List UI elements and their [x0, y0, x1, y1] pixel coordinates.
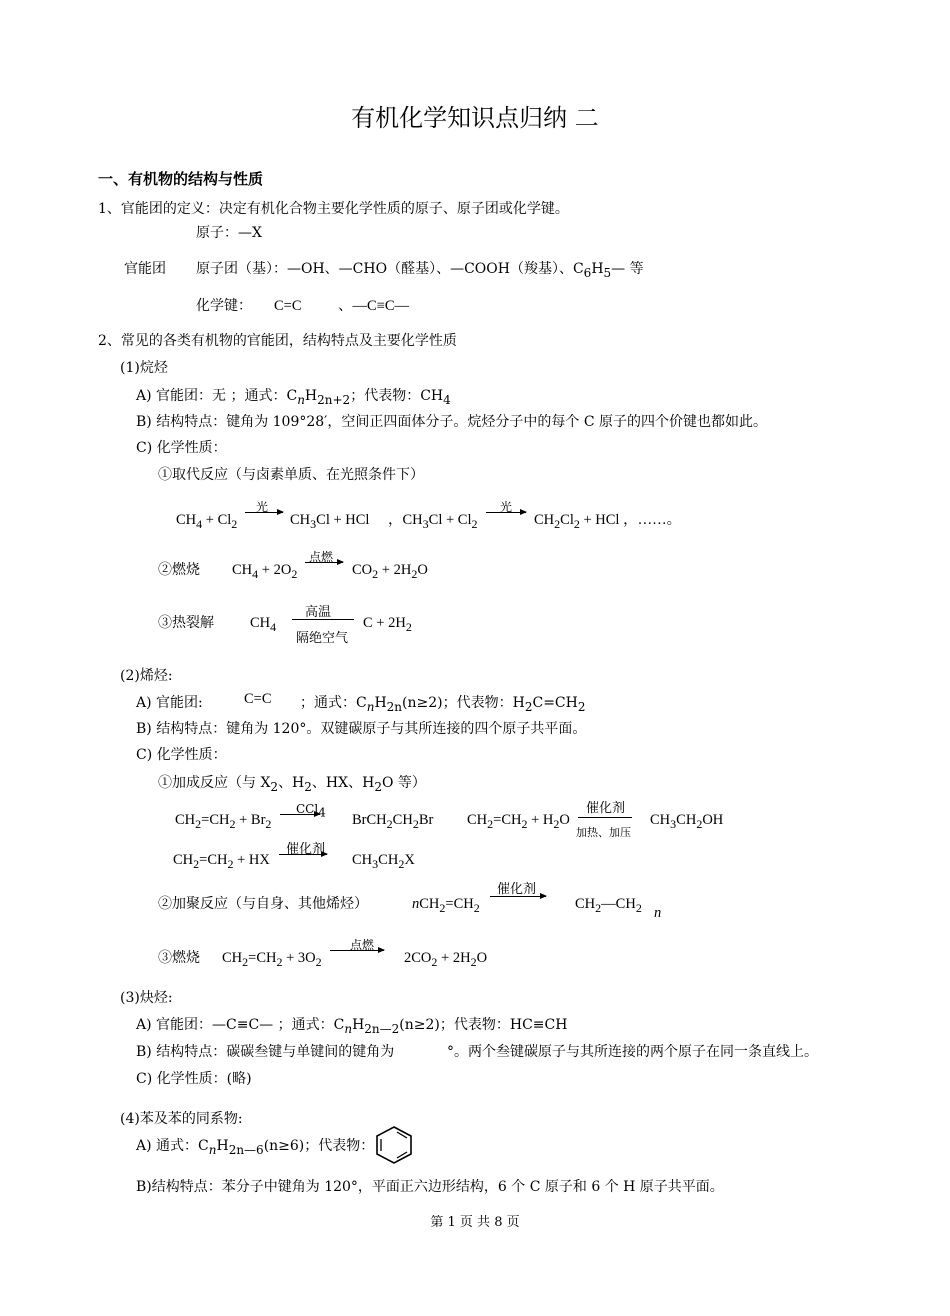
alkane-a: A) 官能团：无 ；通式：$C_nH_{2n+2}$；代表物：$CH_4$: [136, 388, 451, 407]
reaction-arrow: [305, 562, 343, 563]
radical-text: 原子团（基）：—OH、—CHO（醛基）、—COOH（羧基）、$C_6H_5—$ 等: [196, 261, 644, 280]
item2-text: 2、常见的各类有机物的官能团，结构特点及主要化学性质: [98, 333, 457, 349]
eq-comb2-left: $CH_2=CH_2 + 3O_2$: [222, 950, 322, 969]
alkene-r1: ①加成反应（与 $X_2$、$H_2$、HX、$H_2O$ 等）: [158, 775, 426, 794]
eq-poly-left: $nCH_2=CH_2$: [412, 896, 480, 915]
alkane-c: C) 化学性质：: [136, 440, 227, 456]
alkene-r2: ②加聚反应（与自身、其他烯烃）: [158, 896, 368, 912]
reaction-arrow: [330, 950, 384, 951]
ccl4-label: CCl$_4$: [296, 802, 326, 820]
eq-add1-right: $BrCH_2CH_2Br$: [352, 812, 434, 831]
benzene-ring-icon: [372, 1124, 416, 1166]
reaction-arrow: [486, 512, 526, 513]
catalyst-label: 催化剂: [286, 842, 326, 857]
alkyne-a: A) 官能团：—C≡C— ；通式：$C_nH_{2n—2}(n\ge 2)$；代表物：HC≡CH: [136, 1017, 568, 1036]
eq-comb-left: $CH_4 + 2O_2$: [232, 562, 298, 581]
high-temp-label: 高温: [305, 605, 332, 620]
reaction-arrow: [245, 512, 283, 513]
benzene-heading: (4)苯及苯的同系物:: [120, 1111, 243, 1127]
section-heading: 一、有机物的结构与性质: [98, 170, 264, 188]
eq-poly-right: $CH_2—CH_2$: [575, 896, 642, 915]
eq-add3-right: $CH_3CH_2X$: [352, 852, 415, 871]
eq-add2-left: $CH_2=CH_2 + H_2O$: [467, 812, 570, 831]
no-air-label: 隔绝空气: [296, 631, 349, 646]
alkene-a1: A) 官能团:: [136, 695, 203, 711]
reaction-line: [292, 619, 354, 620]
alkane-r1: ①取代反应（与卤素单质、在光照条件下）: [158, 467, 424, 483]
reaction-arrow: [279, 854, 327, 855]
bond-ccc: 、—C≡C—: [338, 298, 410, 314]
reaction-line: [578, 817, 632, 818]
eq-crack-right: $C + 2H_2$: [363, 615, 412, 634]
benzene-a: A) 通式：$C_nH_{2n—6}(n\ge 6)$；代表物：: [136, 1138, 375, 1157]
definition-text: 1、官能团的定义：决定有机化合物主要化学性质的原子、原子团或化学键。: [98, 201, 569, 217]
bond-label: 化学键：: [196, 298, 252, 314]
alkyne-heading: (3)炔烃:: [120, 990, 173, 1006]
light-label: 光: [500, 500, 513, 514]
polymer-n: n: [654, 905, 662, 921]
alkene-a2: ；通式：$C_nH_{2n}(n\ge 2)$；代表物：$H_2C=CH_2$: [300, 695, 586, 714]
alkene-b: B) 结构特点：键角为 120°。双键碳原子与其所连接的四个原子共平面。: [136, 721, 587, 737]
atom-text: 原子：—X: [196, 225, 262, 241]
page-footer: 第 1 页 共 8 页: [430, 1215, 520, 1230]
group-label: 官能团: [124, 261, 166, 277]
catalyst-label: 催化剂: [497, 882, 537, 897]
alkene-c: C) 化学性质：: [136, 747, 227, 763]
alkyne-c: C) 化学性质：(略): [136, 1071, 252, 1087]
bond-cc: C=C: [274, 298, 302, 314]
reaction-arrow: [490, 896, 546, 897]
eq-add3-left: $CH_2=CH_2$ + HX: [173, 852, 270, 871]
alkyne-b1: B) 结构特点：碳碳叁键与单键间的键角为: [136, 1044, 395, 1060]
light-label: 光: [256, 500, 269, 514]
eq-sub1-left: $CH_4 + Cl_2$: [176, 512, 238, 531]
eq-sub2-right: $CH_2Cl_2$ + HCl ，……。: [534, 512, 682, 531]
alkene-r3: ③燃烧: [158, 950, 200, 966]
benzene-b: B)结构特点：苯分子中键角为 120°，平面正六边形结构，6 个 C 原子和 6 个 H 原子共平面。: [136, 1179, 724, 1195]
eq-add2-right: $CH_3CH_2OH$: [650, 812, 724, 831]
page-title: 有机化学知识点归纳 二: [351, 104, 599, 132]
eq-sub2-left: ，$CH_3Cl + Cl_2$: [388, 512, 478, 531]
eq-sub1-right: $CH_3Cl$ + HCl: [290, 512, 370, 531]
alkane-r3: ③热裂解: [158, 615, 214, 631]
eq-comb-right: $CO_2 + 2H_2O$: [352, 562, 428, 581]
alkyne-b2: °。两个叁键碳原子与其所连接的两个原子在同一条直线上。: [447, 1044, 818, 1060]
alkane-r2: ②燃烧: [158, 562, 200, 578]
alkene-heading: (2)烯烃:: [120, 668, 173, 684]
ignite-label: 点燃: [350, 938, 375, 952]
alkene-cc: C=C: [244, 691, 272, 707]
reaction-arrow: [280, 814, 320, 815]
alkane-heading: (1)烷烃: [120, 360, 168, 376]
eq-add1-left: $CH_2=CH_2 + Br_2$: [175, 812, 272, 831]
catalyst-label: 催化剂: [586, 801, 626, 816]
eq-comb2-right: $2CO_2 + 2H_2O$: [404, 950, 488, 969]
alkane-b: B) 结构特点：键角为 109°28′，空间正四面体分子。烷烃分子中的每个 C 原子的四个价键也都如此。: [136, 414, 767, 430]
ignite-label: 点燃: [309, 550, 334, 564]
heat-press-label: 加热、加压: [576, 826, 631, 839]
eq-crack-left: $CH_4$: [250, 615, 277, 634]
